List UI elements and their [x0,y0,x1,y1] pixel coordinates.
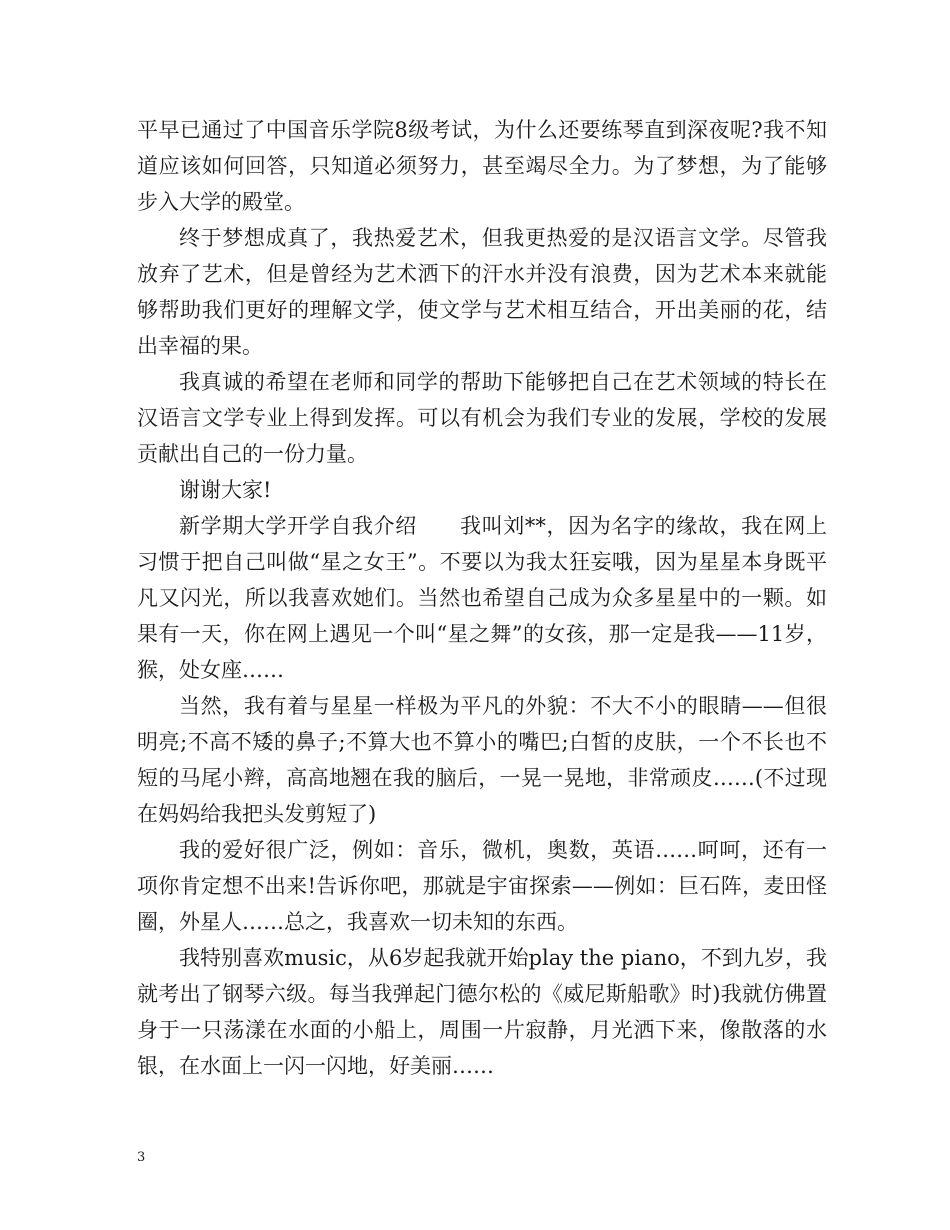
paragraph-self-intro: 新学期大学开学自我介绍 我叫刘**，因为名字的缘故，我在网上习惯于把自己叫做“星之女王”。不要以为我太狂妄哦，因为星星本身既平凡又闪光，所以我喜欢她们。当然也希望自己成为众多星星中的一颗。如果有一天，你在网上遇见一个叫“星之舞”的女孩，那一定是我——11岁，猴，处女座…… [137,514,827,682]
paragraph-dream-come-true: 终于梦想成真了，我热爱艺术，但我更热爱的是汉语言文学。尽管我放弃了艺术，但是曾经为艺术洒下的汗水并没有浪费，因为艺术本来就能够帮助我们更好的理解文学，使文学与艺术相互结合，开出美丽的花，结出幸福的果。 [137,226,827,358]
document-body [137,112,827,1084]
paragraph-hobbies: 我的爱好很广泛，例如：音乐，微机，奥数，英语……呵呵，还有一项你肯定想不出来!告诉你吧，那就是宇宙探索——例如：巨石阵，麦田怪圈，外星人……总之，我喜欢一切未知的东西。 [137,838,827,934]
paragraph-thanks: 谢谢大家! [179,478,272,502]
page-number: 3 [137,1150,146,1165]
paragraph-appearance: 当然，我有着与星星一样极为平凡的外貌：不大不小的眼睛——但很明亮;不高不矮的鼻子;不算大也不算小的嘴巴;白皙的皮肤，一个不长也不短的马尾小辫，高高地翘在我的脑后，一晃一晃地，非常顽皮……(不过现在妈妈给我把头发剪短了) [137,694,827,826]
paragraph-music: 我特别喜欢music，从6岁起我就开始play the piano，不到九岁，我就考出了钢琴六级。每当我弹起门德尔松的《威尼斯船歌》时)我就仿佛置身于一只荡漾在水面的小船上，周围一片寂静，月光洒下来，像散落的水银，在水面上一闪一闪地，好美丽…… [137,946,827,1078]
paragraph-continued: 平早已通过了中国音乐学院8级考试，为什么还要练琴直到深夜呢?我不知道应该如何回答，只知道必须努力，甚至竭尽全力。为了梦想，为了能够步入大学的殿堂。 [137,118,827,214]
paragraph-hope: 我真诚的希望在老师和同学的帮助下能够把自己在艺术领域的特长在汉语言文学专业上得到发挥。可以有机会为我们专业的发展，学校的发展贡献出自己的一份力量。 [137,370,827,466]
